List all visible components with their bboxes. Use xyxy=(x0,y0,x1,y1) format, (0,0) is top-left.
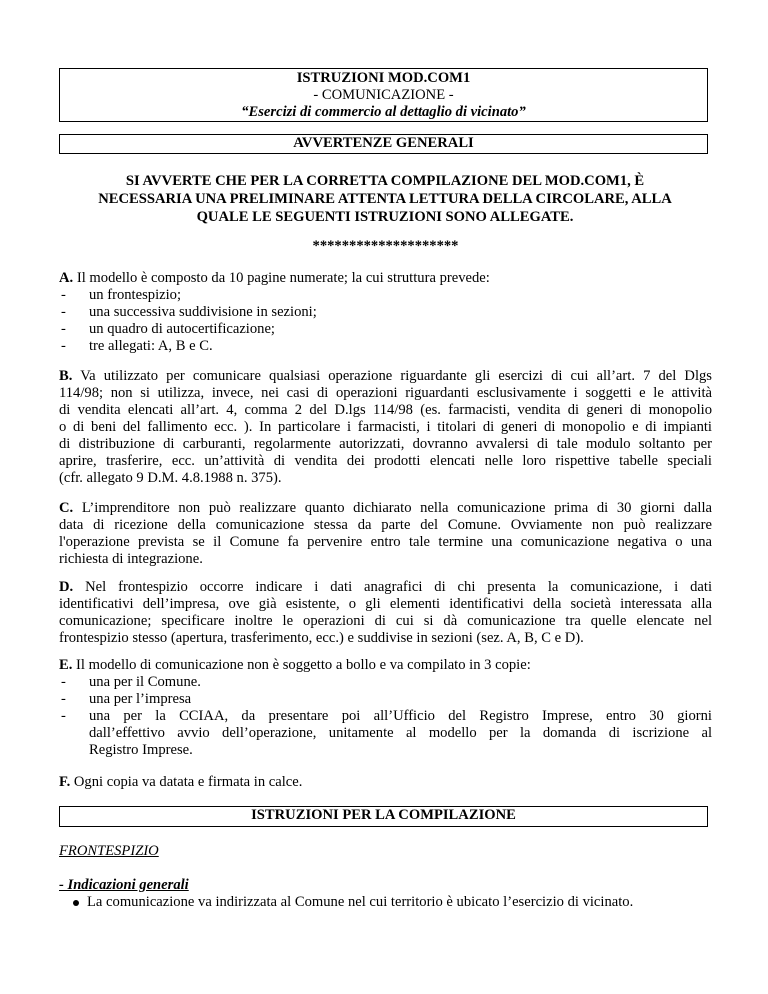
list-item: - una per l’impresa xyxy=(61,691,192,707)
paragraph-line: B. Va utilizzato per comunicare qualsiasi operazione riguardante gli esercizi di cui all’art. 7 del Dlgs xyxy=(59,368,712,384)
paragraph-line: richiesta di integrazione. xyxy=(59,551,203,567)
paragraph-line: l'operazione prevista se il Comune fa pervenire entro tale termine una comunicazione negativa o una xyxy=(59,534,712,550)
notice-line: SI AVVERTE CHE PER LA CORRETTA COMPILAZIONE DEL MOD.COM1, È xyxy=(125,173,645,189)
paragraph-letter: B. xyxy=(59,368,73,384)
instruction-bullet xyxy=(59,894,740,911)
paragraph-line: o di beni del fallimento ecc. ). In particolare i farmacisti, i titolari di generi di monopolio e di impianti xyxy=(59,419,712,435)
list-item: - una successiva suddivisione in sezioni; xyxy=(61,304,317,320)
bullet-text: La comunicazione va indirizzata al Comune nel cui territorio è ubicato l’esercizio di vicinato. xyxy=(87,894,634,910)
general-warnings-heading: AVVERTENZE GENERALI xyxy=(59,134,708,154)
paragraph-line: di vendita elencati all’art. 4, comma 2 del D.lgs 114/98 (es. farmacisti, vendita di generi di monopolio xyxy=(59,402,712,418)
paragraph-a-list xyxy=(59,287,712,355)
list-item: - una per la CCIAA, da presentare poi all’Ufficio del Registro Imprese, entro 30 giorni dall’effettivo avvio dell’operazione, unitamente al modello per la domanda di iscrizione al Registro Imprese. xyxy=(61,708,712,758)
paragraph-b xyxy=(59,368,712,487)
paragraph-line: (cfr. allegato 9 D.M. 4.8.1988 n. 375). xyxy=(59,470,282,486)
instructions-heading: ISTRUZIONI PER LA COMPILAZIONE xyxy=(59,806,708,827)
document-subtitle: - COMUNICAZIONE - xyxy=(313,87,454,103)
paragraph-letter: A. xyxy=(59,270,74,286)
notice-line: QUALE LE SEGUENTI ISTRUZIONI SONO ALLEGATE. xyxy=(196,209,574,225)
paragraph-d xyxy=(59,579,712,647)
paragraph-line: di distribuzione di carburanti, regolarmente autorizzati, dovranno avvalersi di tale modulo soltanto per xyxy=(59,436,712,452)
paragraph-letter: F. xyxy=(59,774,71,790)
list-item: - una per il Comune. xyxy=(61,674,201,690)
paragraph-line: C. L’imprenditore non può realizzare quanto dichiarato nella comunicazione prima di 30 giorni dalla xyxy=(59,500,712,516)
paragraph-line: comunicazione; specificare inoltre le operazioni di cui si dà comunicazione tra quelle elencate nel xyxy=(59,613,712,629)
paragraph-f xyxy=(59,774,712,791)
subsection-title: - Indicazioni generali xyxy=(59,877,189,893)
paragraph-e xyxy=(59,657,712,759)
paragraph-a-intro: Il modello è composto da 10 pagine numerate; la cui struttura prevede: xyxy=(76,270,490,286)
paragraph-letter: C. xyxy=(59,500,74,516)
paragraph-f-text: Ogni copia va datata e firmata in calce. xyxy=(73,774,303,790)
paragraph-line: data di ricezione della comunicazione stessa da parte del Comune. Ovviamente non può realizzare xyxy=(59,517,712,533)
document-header xyxy=(59,68,708,122)
paragraph-line: D. Nel frontespizio occorre indicare i dati anagrafici di chi presenta la comunicazione, i dati xyxy=(59,579,713,595)
paragraph-line: frontespizio stesso (apertura, trasferimento, ecc.) e suddivise in sezioni (sez. A, B, C e D). xyxy=(59,630,584,646)
paragraph-e-intro: Il modello di comunicazione non è soggetto a bollo e va compilato in 3 copie: xyxy=(76,657,531,673)
notice-line: NECESSARIA UNA PRELIMINARE ATTENTA LETTURA DELLA CIRCOLARE, ALLA xyxy=(98,191,672,207)
paragraph-letter: D. xyxy=(59,579,74,595)
paragraph-line: identificativi dell’impresa, ove già esistente, o gli elementi identificativi della società interessata alla xyxy=(59,596,712,612)
paragraph-a xyxy=(59,270,712,355)
paragraph-line: 114/98; non si utilizza, invece, nei casi di operazioni riguardanti esclusivamente i soggetti e le attività xyxy=(59,385,712,401)
document-subject: “Esercizi di commercio al dettaglio di vicinato” xyxy=(241,104,526,120)
section-title-frontespizio: FRONTESPIZIO xyxy=(59,843,159,859)
list-item: - un quadro di autocertificazione; xyxy=(61,321,275,337)
list-item: - un frontespizio; xyxy=(61,287,182,303)
bullet-dot-icon xyxy=(73,900,79,906)
paragraph-c xyxy=(59,500,712,568)
separator-stars: ******************** xyxy=(312,238,459,254)
paragraph-e-list xyxy=(59,674,712,759)
list-item: - tre allegati: A, B e C. xyxy=(61,338,213,354)
paragraph-letter: E. xyxy=(59,657,73,673)
document-title: ISTRUZIONI MOD.COM1 xyxy=(296,70,471,86)
paragraph-line: aprire, trasferire, ecc. un’attività di vendita dei prodotti elencati nelle loro rispettive tabelle speciali xyxy=(59,453,712,469)
general-warning-notice xyxy=(80,172,690,226)
